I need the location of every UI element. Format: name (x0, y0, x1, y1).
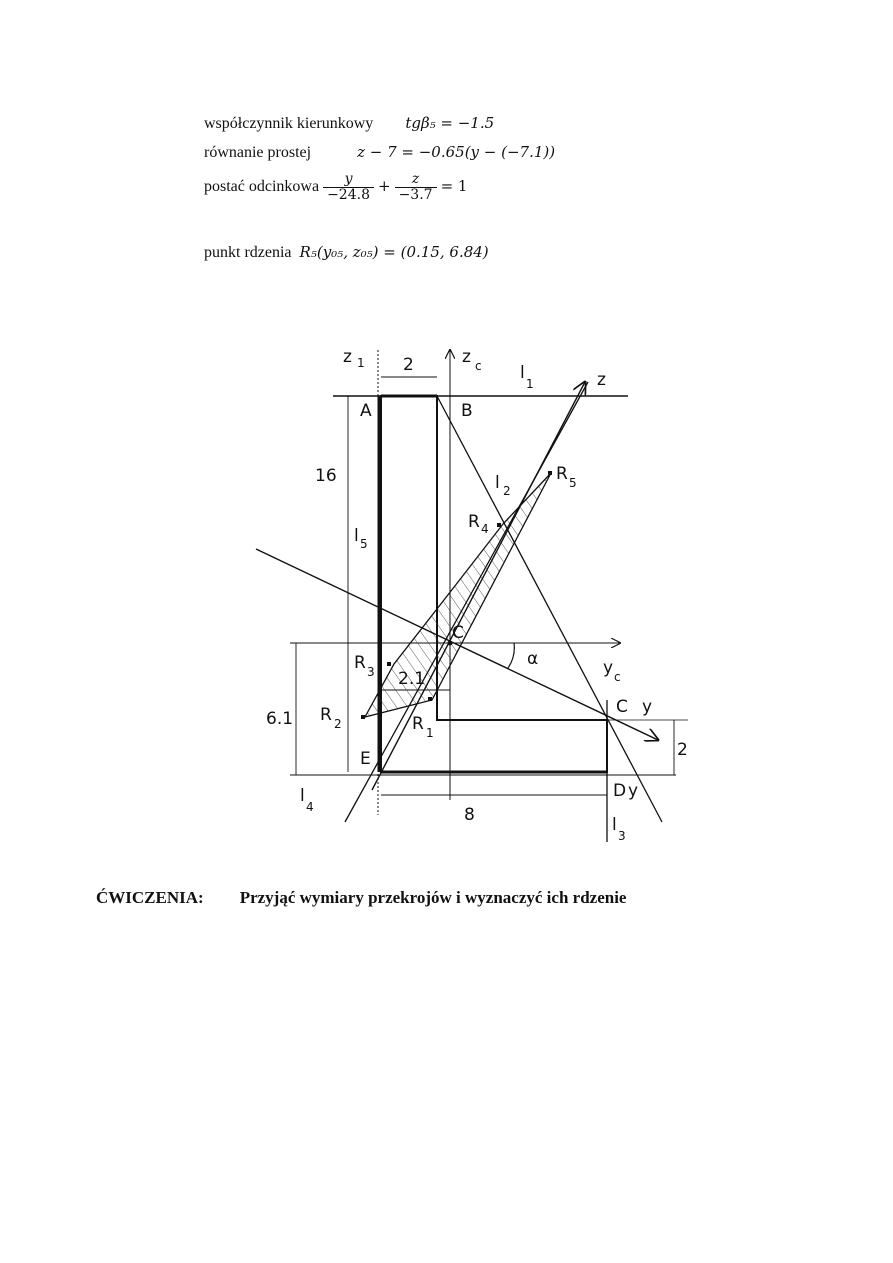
label-R2-sub: 2 (334, 717, 342, 731)
label-zc-sub: c (475, 359, 482, 373)
label-z1: z (343, 347, 352, 367)
label-l4: l (300, 786, 305, 806)
label-alpha: α (527, 649, 539, 669)
core-point-formula: R₅(y₀₅, z₀₅) = (0.15, 6.84) (299, 243, 489, 261)
label-A: A (360, 401, 372, 421)
core-point-R3 (387, 662, 391, 666)
label-R2: R (320, 705, 332, 725)
core-point-R1 (428, 697, 432, 701)
core-point-R5 (548, 471, 552, 475)
core-point-R4 (497, 523, 501, 527)
label-E: E (360, 749, 371, 769)
label-dim-right-2: 2 (677, 740, 688, 760)
label-l1-sub: 1 (526, 377, 534, 391)
fraction-y-denominator: −24.8 (327, 187, 370, 203)
label-centroid-C: C (452, 623, 464, 643)
label-l5: l (354, 526, 359, 546)
label-B: B (461, 401, 473, 421)
label-dim-61: 6.1 (266, 709, 294, 729)
intercept-plus: + (377, 177, 391, 196)
label-y: y (642, 697, 653, 717)
alpha-arc (508, 643, 514, 668)
intercept-label: postać odcinkowa (204, 178, 320, 196)
fraction-y-numerator: y (323, 172, 374, 188)
fraction-z-numerator: z (395, 172, 437, 188)
label-R4: R (468, 512, 480, 532)
slope-formula: tgβ₅ = −1.5 (405, 114, 495, 132)
slope-label: współczynnik kierunkowy (204, 115, 374, 132)
label-R3: R (354, 653, 366, 673)
label-R1: R (412, 714, 424, 734)
core-region (365, 473, 551, 717)
label-dim-21: 2.1 (398, 669, 426, 689)
core-point-label: punkt rdzenia (204, 244, 292, 261)
fraction-z-denominator: −3.7 (398, 187, 433, 203)
exercises-heading (96, 888, 626, 908)
principal-axis-y (256, 549, 658, 740)
label-z1-sub: 1 (357, 356, 365, 370)
intercept-rhs: = 1 (440, 177, 468, 196)
label-zc: z (462, 347, 471, 367)
equation-formula: z − 7 = −0.65(y − (−7.1)) (357, 143, 556, 161)
label-dim-8: 8 (464, 805, 475, 825)
exercises-heading-text: Przyjąć wymiary przekrojów i wyznaczyć ich rdzenie (239, 888, 627, 907)
label-l2: l (495, 473, 500, 493)
label-R1-sub: 1 (426, 726, 434, 740)
label-R5-sub: 5 (569, 476, 577, 490)
label-yc: y (603, 658, 614, 678)
label-C: C (616, 697, 628, 717)
label-l3-sub: 3 (618, 829, 626, 843)
principal-axis-z (372, 382, 585, 790)
label-dim-top-2: 2 (403, 355, 414, 375)
label-R3-sub: 3 (367, 665, 375, 679)
label-z: z (597, 370, 606, 390)
label-l3: l (612, 815, 617, 835)
label-l4-sub: 4 (306, 800, 314, 814)
label-R4-sub: 4 (481, 522, 489, 536)
label-y1: y (628, 781, 639, 801)
equation-label: równanie prostej (204, 144, 312, 161)
label-R5: R (556, 464, 568, 484)
label-yc-sub: c (614, 670, 621, 684)
label-dim-16: 16 (315, 466, 337, 486)
label-l2-sub: 2 (503, 484, 511, 498)
label-l1: l (520, 363, 525, 383)
label-l5-sub: 5 (360, 537, 368, 551)
label-D: D (613, 781, 627, 801)
core-point-R2 (361, 715, 365, 719)
exercises-heading-label: ĆWICZENIA: (96, 888, 204, 907)
